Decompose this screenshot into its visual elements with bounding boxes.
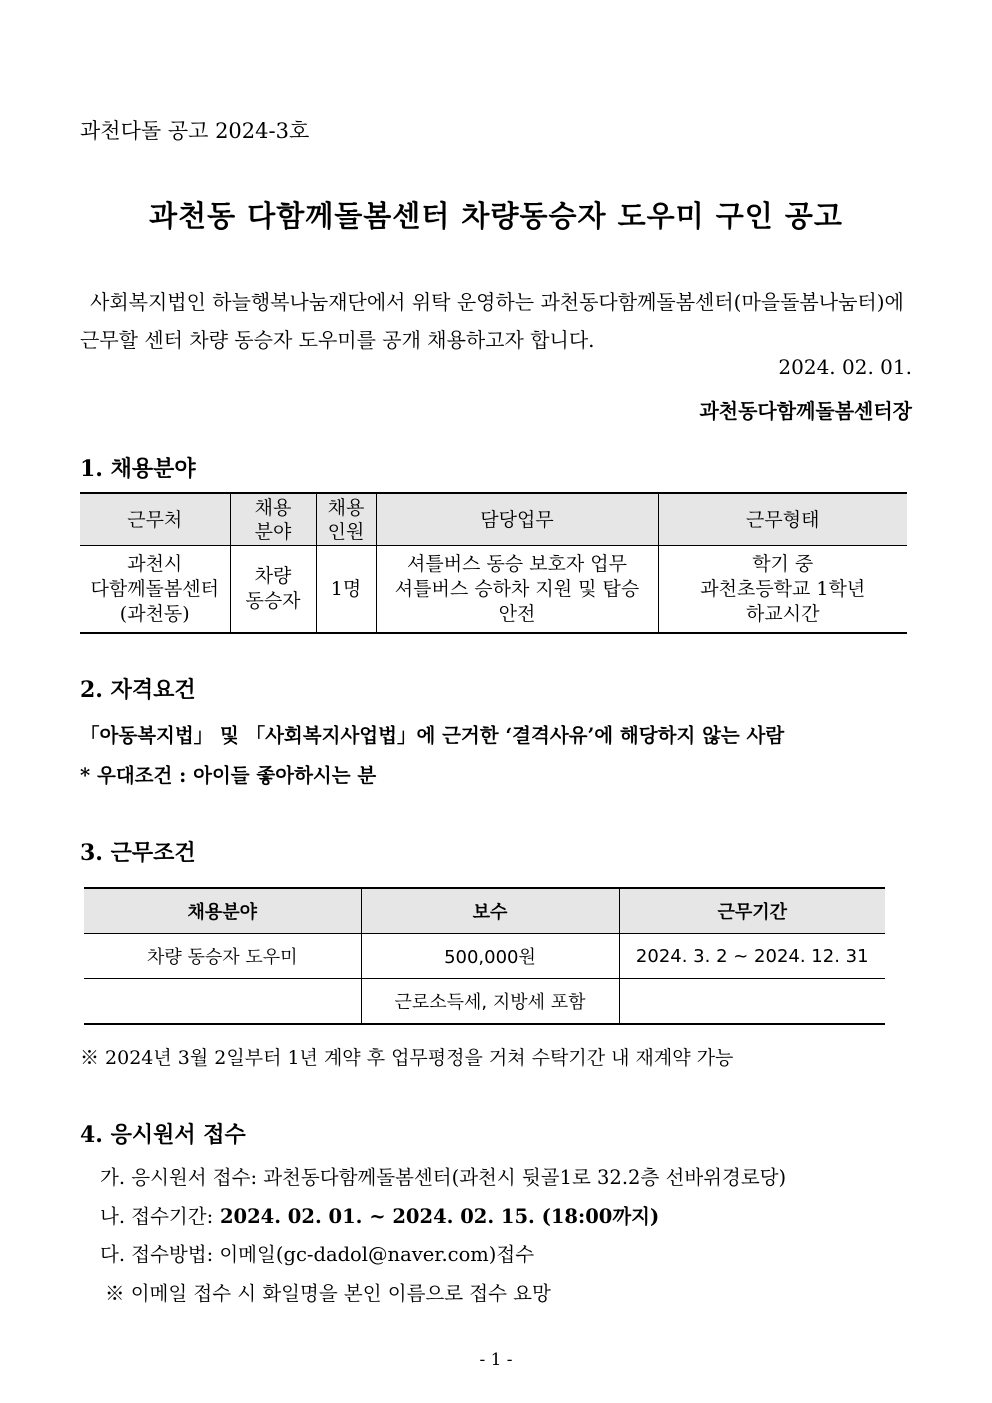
apply-location: 가. 응시원서 접수: 과천동다함께돌봄센터(과천시 뒷골1로 32.2층 선바위경로당) (100, 1166, 787, 1189)
header-pay: 보수 (361, 888, 619, 934)
section2-heading: 2. 자격요건 (80, 677, 196, 703)
signer: 과천동다함께돌봄센터장 (699, 399, 912, 423)
header-period: 근무기간 (619, 888, 885, 934)
header-count: 채용 인원 (316, 493, 376, 546)
cell-tax-note: 근로소득세, 지방세 포함 (361, 979, 619, 1025)
cell-work-type: 학기 중 과천초등학교 1학년 하교시간 (658, 546, 907, 634)
notice-date: 2024. 02. 01. (778, 355, 912, 379)
notice-number: 과천다돌 공고 2024-3호 (80, 119, 310, 143)
header-duties: 담당업무 (376, 493, 658, 546)
intro-paragraph: 사회복지법인 하늘행복나눔재단에서 위탁 운영하는 과천동다함께돌봄센터(마을돌봄나눔터)에 근무할 센터 차량 동승자 도우미를 공개 채용하고자 합니다. (80, 290, 904, 352)
header-work-type: 근무형태 (658, 493, 907, 546)
table-row (84, 934, 885, 979)
cell-field: 차량 동승자 (230, 546, 316, 634)
header-field: 채용분야 (84, 888, 361, 934)
cell-period: 2024. 3. 2 ~ 2024. 12. 31 (619, 934, 885, 979)
cell-pay: 500,000원 (361, 934, 619, 979)
cell-empty (84, 979, 361, 1025)
header-field: 채용 분야 (230, 493, 316, 546)
apply-period-value: 2024. 02. 01. ~ 2024. 02. 15. (18:00까지) (219, 1205, 660, 1228)
cell-count: 1명 (316, 546, 376, 634)
apply-period (100, 1201, 659, 1229)
table-row (80, 546, 907, 634)
table-row (84, 979, 885, 1025)
cell-workplace: 과천시 다함께돌봄센터 (과천동) (80, 546, 230, 634)
apply-method: 다. 접수방법: 이메일(gc-dadol@naver.com)접수 (100, 1243, 535, 1266)
recruitment-field-table (80, 492, 907, 634)
work-conditions-table (84, 887, 885, 1025)
contract-note: ※ 2024년 3월 2일부터 1년 계약 후 업무평정을 거쳐 수탁기간 내 재계약 가능 (80, 1047, 734, 1069)
header-workplace: 근무처 (80, 493, 230, 546)
page-number: - 1 - (479, 1350, 513, 1370)
preference-text: * 우대조건 : 아이들 좋아하시는 분 (80, 764, 377, 787)
section4-heading: 4. 응시원서 접수 (80, 1122, 246, 1148)
cell-empty (619, 979, 885, 1025)
email-note: ※ 이메일 접수 시 화일명을 본인 이름으로 접수 요망 (105, 1282, 551, 1305)
apply-period-label: 나. 접수기간: (100, 1205, 214, 1228)
cell-duties: 셔틀버스 동승 보호자 업무 셔틀버스 승하차 지원 및 탑승 안전 (376, 546, 658, 634)
page-title: 과천동 다함께돌봄센터 차량동승자 도우미 구인 공고 (149, 199, 843, 233)
cell-field: 차량 동승자 도우미 (84, 934, 361, 979)
section1-heading: 1. 채용분야 (80, 456, 196, 482)
requirement-text: 「아동복지법」 및 「사회복지사업법」에 근거한 ‘결격사유’에 해당하지 않는 사람 (80, 724, 785, 747)
section3-heading: 3. 근무조건 (80, 840, 196, 866)
